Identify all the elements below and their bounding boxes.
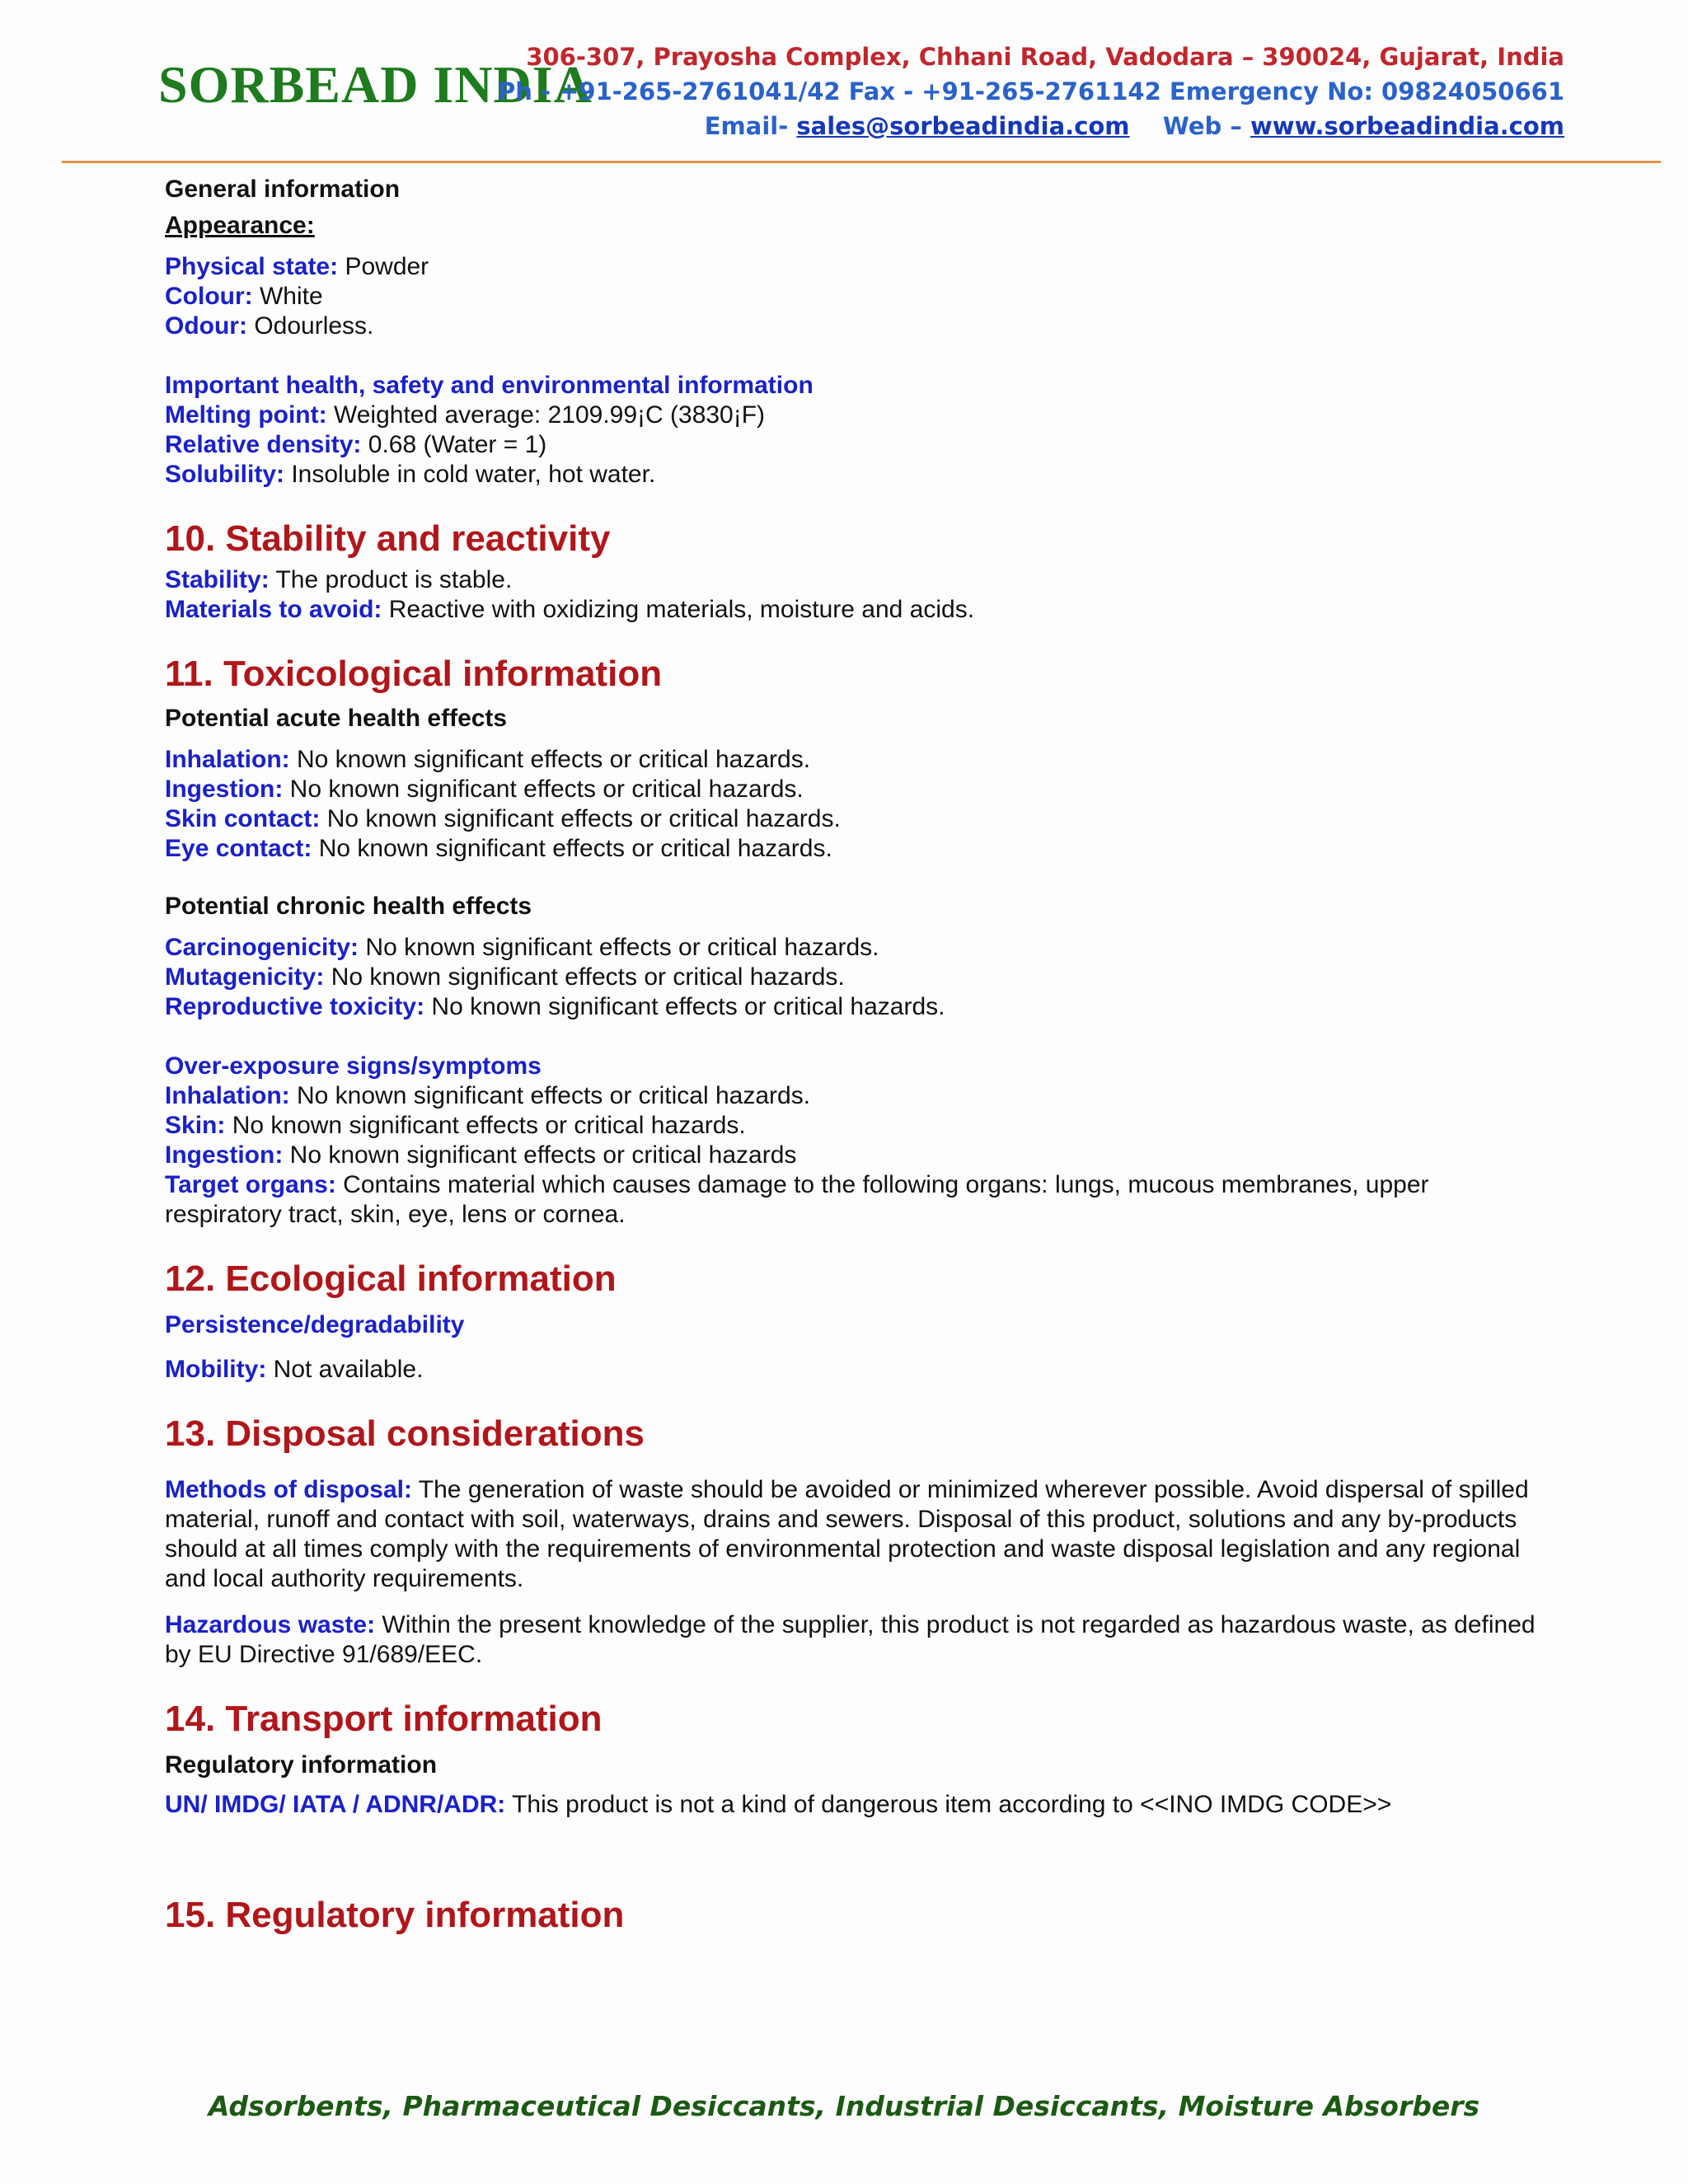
page-header — [0, 0, 1688, 165]
relative-density-row — [165, 430, 1550, 460]
ingestion-row — [165, 775, 1550, 804]
field-value: 0.68 (Water = 1) — [368, 431, 547, 458]
colour-row — [165, 282, 1550, 312]
over-exposure-heading: Over-exposure signs/symptoms — [165, 1052, 542, 1080]
field-label: Melting point: — [165, 401, 327, 429]
acute-effects-heading: Potential acute health effects — [165, 705, 508, 732]
field-value: No known significant effects or critical hazards. — [289, 776, 804, 803]
field-value: No known significant effects or critical hazards. — [331, 963, 845, 991]
company-address: 306-307, Prayosha Complex, Chhani Road, Vadodara – 390024, Gujarat, India — [526, 43, 1564, 71]
materials-to-avoid-row — [165, 595, 1550, 625]
carcinogenicity-row — [165, 933, 1550, 963]
field-label: Relative density: — [165, 431, 362, 458]
email-prefix: Email- — [704, 112, 789, 140]
skin-contact-row — [165, 804, 1550, 834]
field-label: Hazardous waste: — [165, 1611, 376, 1638]
field-value: Reactive with oxidizing materials, moisture and acids. — [388, 596, 975, 623]
field-value: No known significant effects or critical hazards. — [297, 1082, 811, 1109]
field-label: Odour: — [165, 312, 247, 340]
field-value: No known significant effects or critical hazards. — [297, 746, 811, 773]
section-15-title: 15. Regulatory information — [165, 1895, 625, 1935]
inhalation-row — [165, 745, 1550, 775]
stability-row — [165, 565, 1550, 595]
field-label: Inhalation: — [165, 746, 290, 773]
field-value: The generation of waste should be avoided or minimized wherever possible. Avoid dispersal of spilled material, runoff and contact with soil, waterways, drains and sewers. Disposal of this product, solutions and any by-products should at all times comply with the requirements of environmental protection and waste disposal legislation and any regional and local authority requirements. — [165, 1476, 1529, 1592]
reproductive-toxicity-row — [165, 992, 1550, 1022]
field-label: Mutagenicity: — [165, 963, 325, 991]
regulatory-info-heading: Regulatory information — [165, 1751, 438, 1779]
field-value: Within the present knowledge of the supplier, this product is not regarded as hazardous waste, as defined by EU Directive 91/689/EEC. — [165, 1611, 1536, 1668]
field-value: Contains material which causes damage to the following organs: lungs, mucous membranes, upper respiratory tract, skin, eye, lens or cornea. — [165, 1171, 1429, 1228]
field-label: Ingestion: — [165, 1141, 284, 1169]
field-value: Not available. — [273, 1356, 424, 1383]
web-prefix: Web – — [1162, 112, 1242, 140]
field-label: UN/ IMDG/ IATA / ADNR/ADR: — [165, 1791, 506, 1818]
field-label: Reproductive toxicity: — [165, 993, 425, 1020]
section-13-title: 13. Disposal considerations — [165, 1413, 645, 1454]
field-value: No known significant effects or critical hazards. — [232, 1112, 746, 1139]
hazardous-waste-row — [165, 1610, 1550, 1670]
header-divider — [62, 161, 1661, 163]
field-label: Ingestion: — [165, 776, 284, 803]
mobility-row — [165, 1355, 1550, 1385]
field-value: No known significant effects or critical hazards. — [326, 805, 841, 832]
section-14-title: 14. Transport information — [165, 1699, 603, 1739]
mutagenicity-row — [165, 963, 1550, 992]
field-label: Eye contact: — [165, 835, 312, 862]
section-12-title: 12. Ecological information — [165, 1258, 617, 1299]
section-10-title: 10. Stability and reactivity — [165, 518, 611, 559]
appearance-heading: Appearance: — [165, 212, 315, 239]
general-info-heading: General information — [165, 176, 401, 203]
field-value: This product is not a kind of dangerous item according to <<INO IMDG CODE>> — [512, 1791, 1392, 1818]
email-link[interactable]: sales@sorbeadindia.com — [796, 112, 1130, 140]
odour-row — [165, 312, 1550, 341]
over-ingestion-row — [165, 1141, 1550, 1170]
field-value: The product is stable. — [275, 566, 513, 593]
field-label: Target organs: — [165, 1171, 336, 1198]
field-label: Mobility: — [165, 1356, 267, 1383]
contact-block — [498, 40, 1564, 143]
field-value: Odourless. — [254, 312, 374, 340]
company-phone-line: Ph - +91-265-2761041/42 Fax - +91-265-2761142 Emergency No: 09824050661 — [497, 77, 1564, 105]
field-value: Powder — [345, 253, 429, 280]
field-label: Colour: — [165, 283, 253, 310]
field-label: Skin contact: — [165, 805, 321, 832]
field-value: Weighted average: 2109.99¡C (3830¡F) — [333, 401, 766, 429]
target-organs-row — [165, 1170, 1550, 1230]
field-value: No known significant effects or critical hazards. — [318, 835, 832, 862]
company-logo: SORBEAD INDIA — [158, 55, 593, 114]
field-label: Stability: — [165, 566, 270, 593]
field-value: Insoluble in cold water, hot water. — [291, 461, 656, 488]
field-value: No known significant effects or critical hazards. — [365, 934, 879, 961]
over-inhalation-row — [165, 1081, 1550, 1111]
persistence-heading: Persistence/degradability — [165, 1311, 465, 1338]
field-label: Solubility: — [165, 461, 284, 488]
document-body — [165, 175, 1550, 1937]
solubility-row — [165, 460, 1550, 490]
important-info-heading: Important health, safety and environmental information — [165, 372, 814, 399]
section-11-title: 11. Toxicological information — [165, 654, 663, 694]
eye-contact-row — [165, 834, 1550, 864]
field-value: White — [259, 283, 323, 310]
over-skin-row — [165, 1111, 1550, 1141]
methods-of-disposal-row — [165, 1475, 1550, 1594]
field-value: No known significant effects or critical hazards. — [431, 993, 945, 1020]
field-label: Carcinogenicity: — [165, 934, 359, 961]
transport-classification-row — [165, 1790, 1550, 1820]
field-label: Inhalation: — [165, 1082, 290, 1109]
melting-point-row — [165, 401, 1550, 430]
field-value: No known significant effects or critical hazards — [289, 1141, 797, 1169]
field-label: Physical state: — [165, 253, 339, 280]
email-web-line — [498, 109, 1564, 143]
chronic-effects-heading: Potential chronic health effects — [165, 893, 532, 920]
field-label: Materials to avoid: — [165, 596, 382, 623]
physical-state-row — [165, 252, 1550, 282]
website-link[interactable]: www.sorbeadindia.com — [1250, 112, 1564, 140]
field-label: Methods of disposal: — [165, 1476, 412, 1503]
field-label: Skin: — [165, 1112, 226, 1139]
footer-tagline: Adsorbents, Pharmaceutical Desiccants, Industrial Desiccants, Moisture Absorbers — [208, 2090, 1480, 2122]
